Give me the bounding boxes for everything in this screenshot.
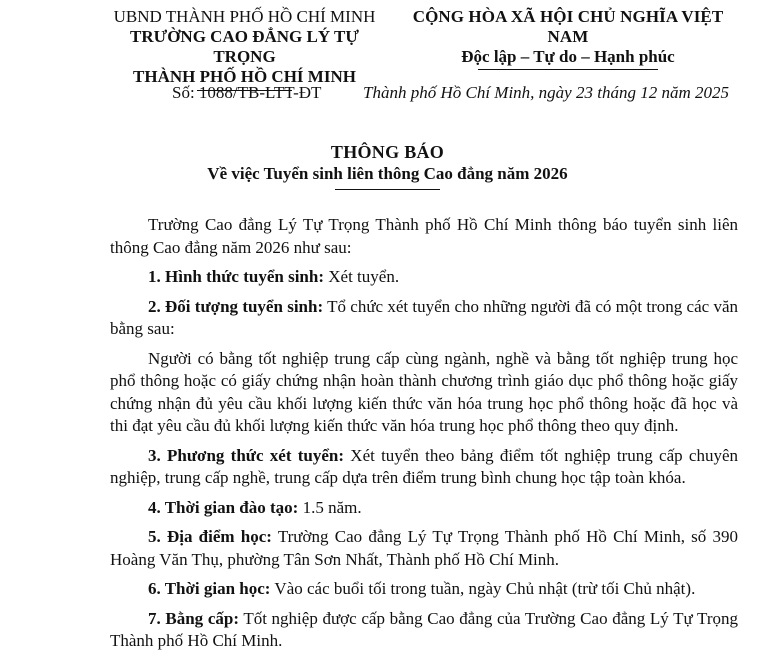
section-paragraph [110, 445, 738, 490]
section-text: Trường Cao đẳng Lý Tự Trọng Thành phố Hồ Chí Minh, số 390 Hoàng Văn Thụ, phường Tân Sơn Nhất, Thành phố Hồ Chí Minh. [110, 527, 739, 569]
section-text: Tốt nghiệp được cấp bằng Cao đẳng của Trường Cao đẳng Lý Tự Trọng Thành phố Hồ Chí Minh. [110, 608, 738, 650]
section-label: 7. Bằng cấp: [148, 608, 239, 628]
section-paragraph [110, 526, 738, 571]
section-label: 3. Phương thức xét tuyển: [148, 445, 345, 465]
title-underline [335, 189, 440, 190]
nation-line-1: CỘNG HÒA XÃ HỘI CHỦ NGHĨA VIỆT NAM [412, 7, 724, 46]
section-text: Vào các buổi tối trong tuần, ngày Chủ nhật (trừ tối Chủ nhật). [270, 579, 696, 598]
section-label: 6. Thời gian học: [148, 579, 271, 598]
document-title: THÔNG BÁO [330, 142, 445, 162]
section-paragraph [110, 266, 738, 289]
intro-paragraph: Trường Cao đẳng Lý Tự Trọng Thành phố Hồ Chí Minh thông báo tuyển sinh liên thông Cao đẳng năm 2026 như sau: [110, 215, 738, 257]
org-line-1: UBND THÀNH PHỐ HỒ CHÍ MINH [113, 7, 376, 26]
section-label: 1. Hình thức tuyển sinh: [148, 267, 324, 286]
place-and-date: Thành phố Hồ Chí Minh, ngày 23 tháng 12 năm 2025 [363, 83, 729, 102]
motto-underline [478, 69, 658, 70]
section-paragraph [110, 296, 738, 341]
section-paragraph [110, 608, 738, 653]
section-text: 1.5 năm. [298, 497, 362, 517]
issuing-organization [112, 7, 377, 91]
section-text: Xét tuyển. [324, 267, 400, 286]
section-paragraph [110, 497, 738, 520]
org-line-3: THÀNH PHỐ HỒ CHÍ MINH [133, 67, 356, 86]
section-text: Xét tuyển theo bảng điểm tốt nghiệp trung cấp chuyên nghiệp, trung cấp nghề, trung cấp dựa trên điểm trung bình chung học tập toàn khóa. [110, 445, 738, 487]
org-line-2: TRƯỜNG CAO ĐẲNG LÝ TỰ TRỌNG [130, 27, 359, 66]
document-number: Số: 1088/TB-LTT-ĐT [172, 83, 322, 102]
document-subtitle: Về việc Tuyển sinh liên thông Cao đẳng năm 2026 [207, 164, 568, 183]
section-text: Người có bằng tốt nghiệp trung cấp cùng ngành, nghề và bằng tốt nghiệp trung học phổ thông hoặc có giấy chứng nhận hoàn thành chương trình giáo dục phổ thông hoặc giấy chứng nhận đủ yêu cầu khối lượng kiến thức văn hóa trung học phổ thông hoặc đã học và thi đạt yêu cầu đủ khối lượng kiến thức văn hóa trung học phổ thông theo quy định. [110, 348, 738, 435]
section-label: 5. Địa điểm học: [148, 527, 272, 546]
national-motto [392, 7, 744, 70]
nation-line-2: Độc lập – Tự do – Hạnh phúc [461, 47, 675, 66]
section-paragraph [110, 578, 738, 601]
eligibility-paragraph [110, 348, 738, 438]
section-label: 2. Đối tượng tuyển sinh: [148, 296, 324, 316]
document-body [110, 214, 738, 660]
section-text: Tổ chức xét tuyển cho những người đã có một trong các văn bằng sau: [110, 296, 738, 338]
section-label: 4. Thời gian đào tạo: [148, 497, 299, 517]
